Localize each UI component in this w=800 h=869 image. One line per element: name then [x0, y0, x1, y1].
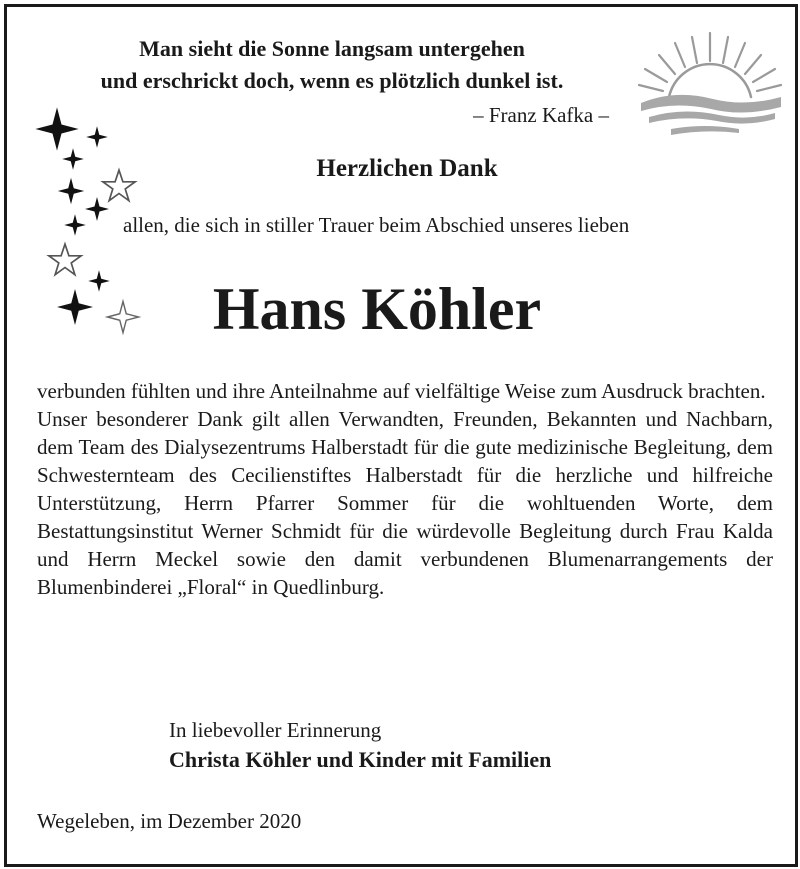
star-icon	[57, 289, 93, 325]
body-paragraph-1: verbunden fühlten und ihre Anteilnahme auf vielfältige Weise zum Ausdruck brachten.	[37, 379, 766, 403]
obituary-card	[4, 4, 798, 867]
place-date: Wegeleben, im Dezember 2020	[37, 809, 302, 833]
deceased-name: Hans Köhler	[212, 276, 542, 342]
intro-line: allen, die sich in stiller Trauer beim Abschied unseres lieben	[123, 213, 630, 237]
quote-line-2: und erschrickt doch, wenn es plötzlich dunkel ist.	[100, 68, 564, 93]
star-icon	[62, 148, 84, 170]
star-icon	[85, 197, 109, 221]
thanks-body	[37, 377, 773, 601]
sunset-illustration	[635, 31, 785, 141]
star-icon	[58, 178, 84, 204]
star-outline-icon	[49, 244, 81, 275]
star-outline-icon	[103, 170, 135, 201]
thanks-heading: Herzlichen Dank	[316, 155, 498, 182]
signature: Christa Köhler und Kinder mit Familien	[169, 747, 552, 772]
star-icon	[35, 107, 78, 150]
quote-author: – Franz Kafka –	[473, 103, 609, 127]
star-icon	[86, 126, 108, 148]
body-paragraph-2: Unser besonderer Dank gilt allen Verwandten, Freunden, Bekannten und Nachbarn, dem Team des Dialysezentrums Halberstadt für die gute medizinische Begleitung, dem Schwesternteam des Cecilienstiftes Halberstadt für die herzliche und hilfreiche Unterstützung, Herrn Pfarrer Sommer für die wohltuenden Worte, dem Bestattungsinstitut Werner Schmidt für die würdevolle Begleitung durch Frau Kalda und Herrn Meckel sowie den damit verbundenen Blumenarrangements der Blumenbinderei „Floral“ in Quedlinburg.	[37, 407, 773, 599]
star-icon	[64, 214, 86, 236]
closing-block	[169, 715, 729, 775]
star-icon	[88, 270, 110, 292]
closing-phrase: In liebevoller Erinnerung	[169, 718, 382, 742]
quote-line-1: Man sieht die Sonne langsam untergehen	[139, 36, 525, 61]
kafka-quote	[47, 33, 617, 97]
